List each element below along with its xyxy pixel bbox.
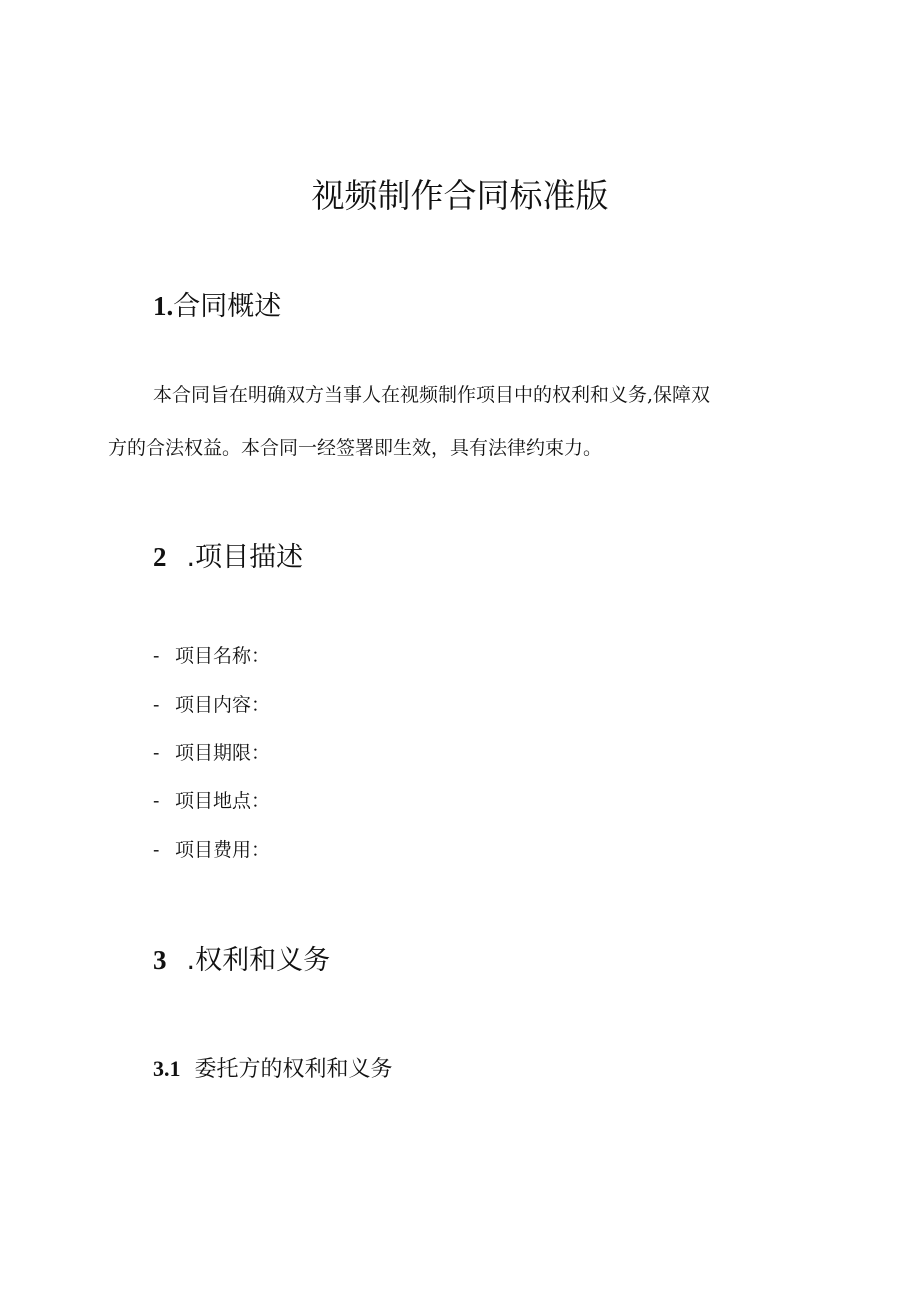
dash-bullet: - xyxy=(153,694,160,716)
section-heading-project-description xyxy=(153,537,303,578)
section-separator: . xyxy=(186,542,196,573)
dash-bullet: - xyxy=(153,645,160,667)
subsection-number: 3.1 xyxy=(153,1056,181,1081)
section-heading-rights-obligations xyxy=(153,940,330,981)
dash-bullet: - xyxy=(153,790,160,812)
section-separator: . xyxy=(186,945,196,976)
dash-bullet: - xyxy=(153,839,160,861)
item-label: 项目名称： xyxy=(175,645,271,667)
list-item xyxy=(153,691,270,719)
section-number: 3 xyxy=(153,945,167,975)
section-heading-overview xyxy=(153,286,281,327)
section-title: 权利和义务 xyxy=(195,945,331,976)
section-number: 2 xyxy=(153,542,167,572)
item-label: 项目费用： xyxy=(175,839,271,861)
subsection-heading xyxy=(153,1052,393,1087)
document-title: 视频制作合同标准版 xyxy=(311,176,609,215)
section-number: 1. xyxy=(153,291,174,321)
paragraph-line: 方的合法权益。本合同一经签署即生效，具有法律约束力。 xyxy=(108,437,603,459)
list-item xyxy=(153,787,270,815)
item-label: 项目地点： xyxy=(175,790,271,812)
item-label: 项目内容： xyxy=(175,694,271,716)
item-label: 项目期限： xyxy=(175,742,271,764)
list-item xyxy=(153,739,270,767)
dash-bullet: - xyxy=(153,742,160,764)
paragraph-line: 本合同旨在明确双方当事人在视频制作项目中的权利和义务,保障双 xyxy=(153,384,711,406)
section-title: 项目描述 xyxy=(195,542,304,573)
list-item xyxy=(153,642,270,670)
section-title: 合同概述 xyxy=(173,291,282,322)
list-item xyxy=(153,836,270,864)
subsection-title: 委托方的权利和义务 xyxy=(194,1057,393,1082)
